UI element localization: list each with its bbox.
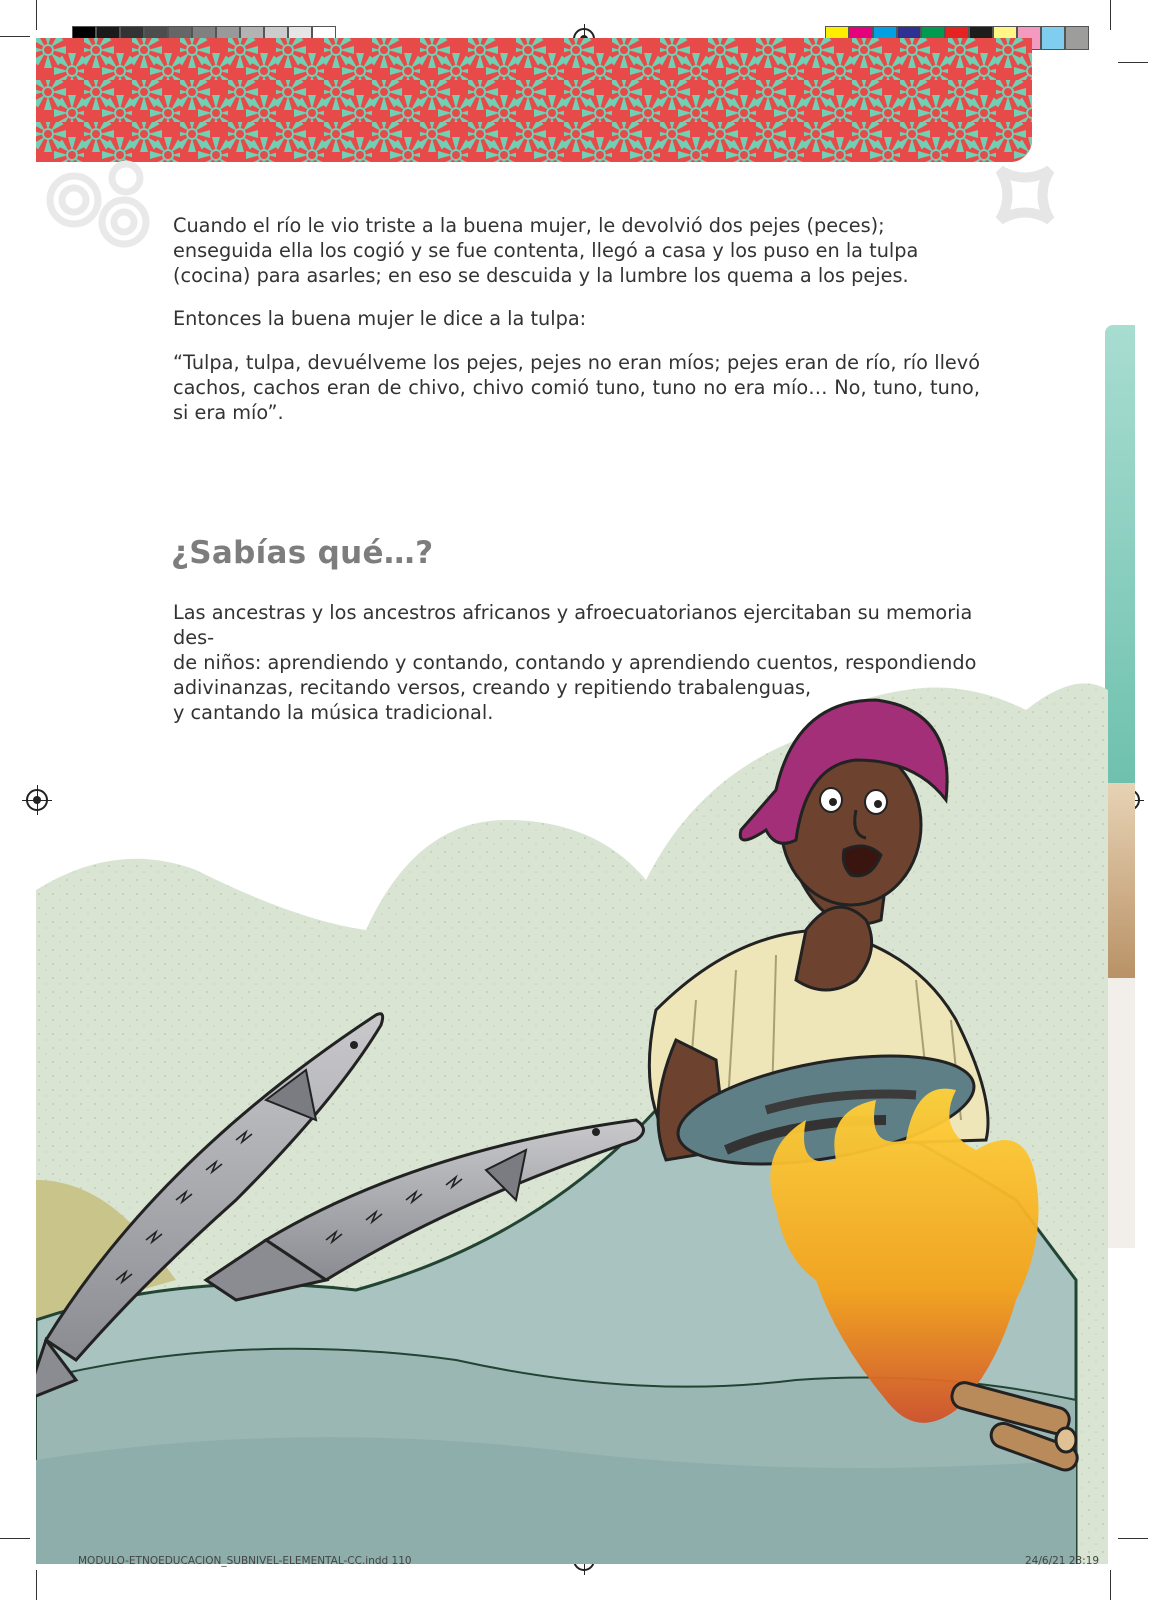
spiral-ornament-icon: [36, 160, 156, 255]
crop-mark: [1118, 1538, 1148, 1539]
decorative-flower-band: [36, 38, 1032, 162]
crop-mark: [36, 1570, 37, 1600]
crop-mark: [0, 1538, 30, 1539]
color-swatch: [1041, 26, 1065, 50]
sabias-line: y cantando la música tradicional.: [173, 701, 494, 724]
sabias-line: Las ancestras y los ancestros africanos y afroecuatorianos ejercitaban su memoria des-: [173, 601, 973, 649]
date-slug: 24/6/21 23:19: [1025, 1555, 1100, 1567]
side-tab-light: [1105, 978, 1135, 1248]
story-paragraph-3: “Tulpa, tulpa, devuélveme los pejes, pejes no eran míos; pejes eran de río, río llevó cachos, cachos eran de chivo, chivo comió tuno, tuno no era mío… No, tuno, tuno, si era mío”.: [173, 351, 980, 424]
adinkra-ornament-icon: [985, 155, 1065, 235]
color-swatch: [1065, 26, 1089, 50]
crop-mark: [1110, 0, 1111, 30]
sabias-line: de niños: aprendiendo y contando, contando y aprendiendo cuentos, respondiendo: [173, 651, 977, 674]
side-tab-brown: [1105, 783, 1135, 978]
crop-mark: [1110, 1570, 1111, 1600]
illustration-woman-fish-fire: [36, 680, 1108, 1564]
story-paragraph-2: Entonces la buena mujer le dice a la tulpa:: [173, 307, 587, 330]
crop-mark: [0, 36, 30, 37]
sabias-line: adivinanzas, recitando versos, creando y repitiendo trabalenguas,: [173, 676, 812, 699]
crop-mark: [36, 0, 37, 30]
crop-mark: [1118, 62, 1148, 63]
side-tab-green: [1105, 325, 1135, 783]
file-slug: MODULO-ETNOEDUCACION_SUBNIVEL-ELEMENTAL-CC.indd 110: [78, 1555, 412, 1567]
sabias-heading: ¿Sabías qué…?: [171, 535, 434, 571]
story-paragraph-1: Cuando el río le vio triste a la buena mujer, le devolvió dos pejes (peces); enseguida ella los cogió y se fue contenta, llegó a casa y los puso en la tulpa (cocina) para asarles; en eso se descuida y la lumbre los quema a los pejes.: [173, 214, 919, 287]
